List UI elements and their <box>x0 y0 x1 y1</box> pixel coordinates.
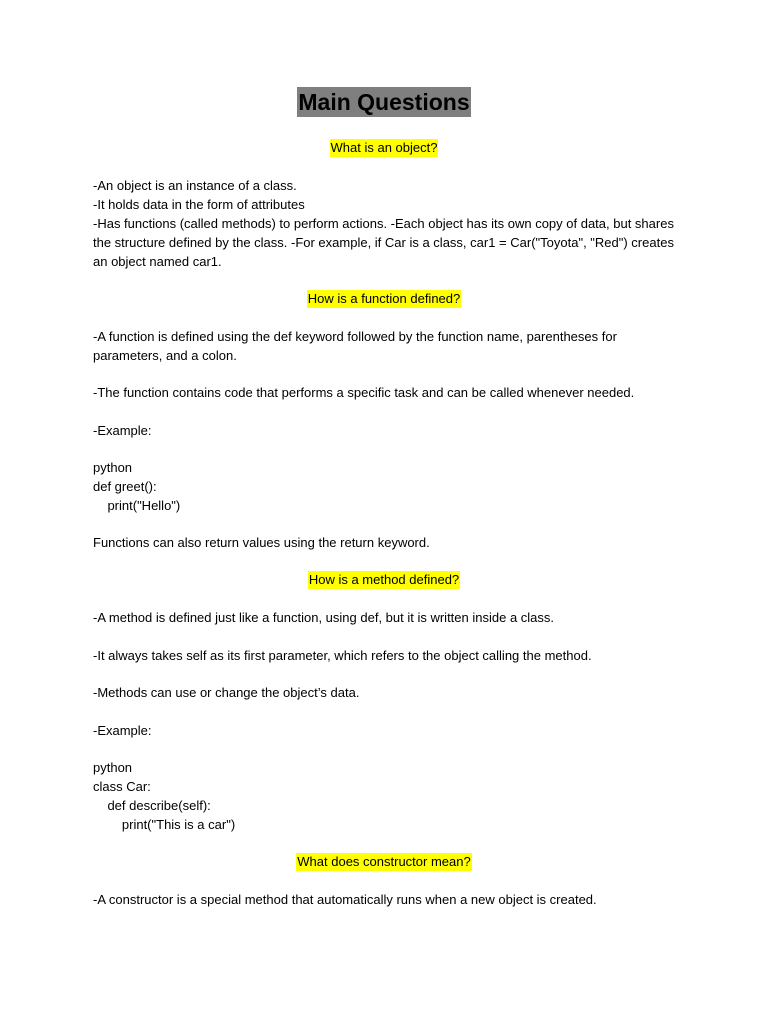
code-line: def greet(): <box>93 479 157 494</box>
section-3-line: -A method is defined just like a function, using def, but it is written inside a class. <box>93 610 555 625</box>
code-line: print("This is a car") <box>93 817 236 832</box>
section-1-line: -It holds data in the form of attributes <box>93 197 305 212</box>
section-4-heading: What does constructor mean? <box>297 854 471 869</box>
code-line: class Car: <box>93 779 151 794</box>
title-container <box>0 87 768 117</box>
section-2-line: -Example: <box>93 423 152 438</box>
section-2-paragraph-4 <box>93 533 683 552</box>
page-title: Main Questions <box>298 89 470 115</box>
section-2-line: Functions can also return values using the return keyword. <box>93 535 430 550</box>
section-3-line: -Methods can use or change the object’s data. <box>93 685 360 700</box>
section-2-line: -A function is defined using the def keyword followed by the function name, parentheses for <box>93 329 617 344</box>
code-line: def describe(self): <box>93 798 211 813</box>
section-1-line: the structure defined by the class. -For example, if Car is a class, car1 = Car("Toyota", "Red") creates <box>93 235 674 250</box>
section-3-example-label <box>93 721 683 740</box>
section-1-line: an object named car1. <box>93 254 222 269</box>
section-2-example-label <box>93 421 683 440</box>
section-3-line: -Example: <box>93 723 152 738</box>
section-3-paragraph-2 <box>93 646 683 665</box>
section-3-code-block <box>93 758 683 834</box>
code-line: python <box>93 460 133 475</box>
code-line: print("Hello") <box>93 498 181 513</box>
section-4-paragraph-1 <box>93 890 683 909</box>
section-4-line: -A constructor is a special method that automatically runs when a new object is created. <box>93 892 597 907</box>
section-3-paragraph-3 <box>93 683 683 702</box>
section-3-line: -It always takes self as its first parameter, which refers to the object calling the method. <box>93 648 592 663</box>
section-2-line: parameters, and a colon. <box>93 348 237 363</box>
section-3-paragraph-1 <box>93 608 683 627</box>
section-2-paragraph-2 <box>93 383 683 402</box>
section-1-body <box>93 176 683 271</box>
section-4-heading-container <box>0 853 768 871</box>
section-3-heading-container <box>0 571 768 589</box>
section-3-heading: How is a method defined? <box>308 572 460 587</box>
section-2-line: -The function contains code that performs a specific task and can be called whenever needed. <box>93 385 635 400</box>
section-2-heading: How is a function defined? <box>307 291 461 306</box>
section-1-line: -Has functions (called methods) to perform actions. -Each object has its own copy of data, but shares <box>93 216 674 231</box>
section-2-paragraph-1 <box>93 327 683 365</box>
section-2-code-block <box>93 458 683 515</box>
code-line: python <box>93 760 133 775</box>
section-1-heading: What is an object? <box>330 140 438 155</box>
section-2-heading-container <box>0 290 768 308</box>
section-1-line: -An object is an instance of a class. <box>93 178 297 193</box>
section-1-heading-container <box>0 139 768 157</box>
